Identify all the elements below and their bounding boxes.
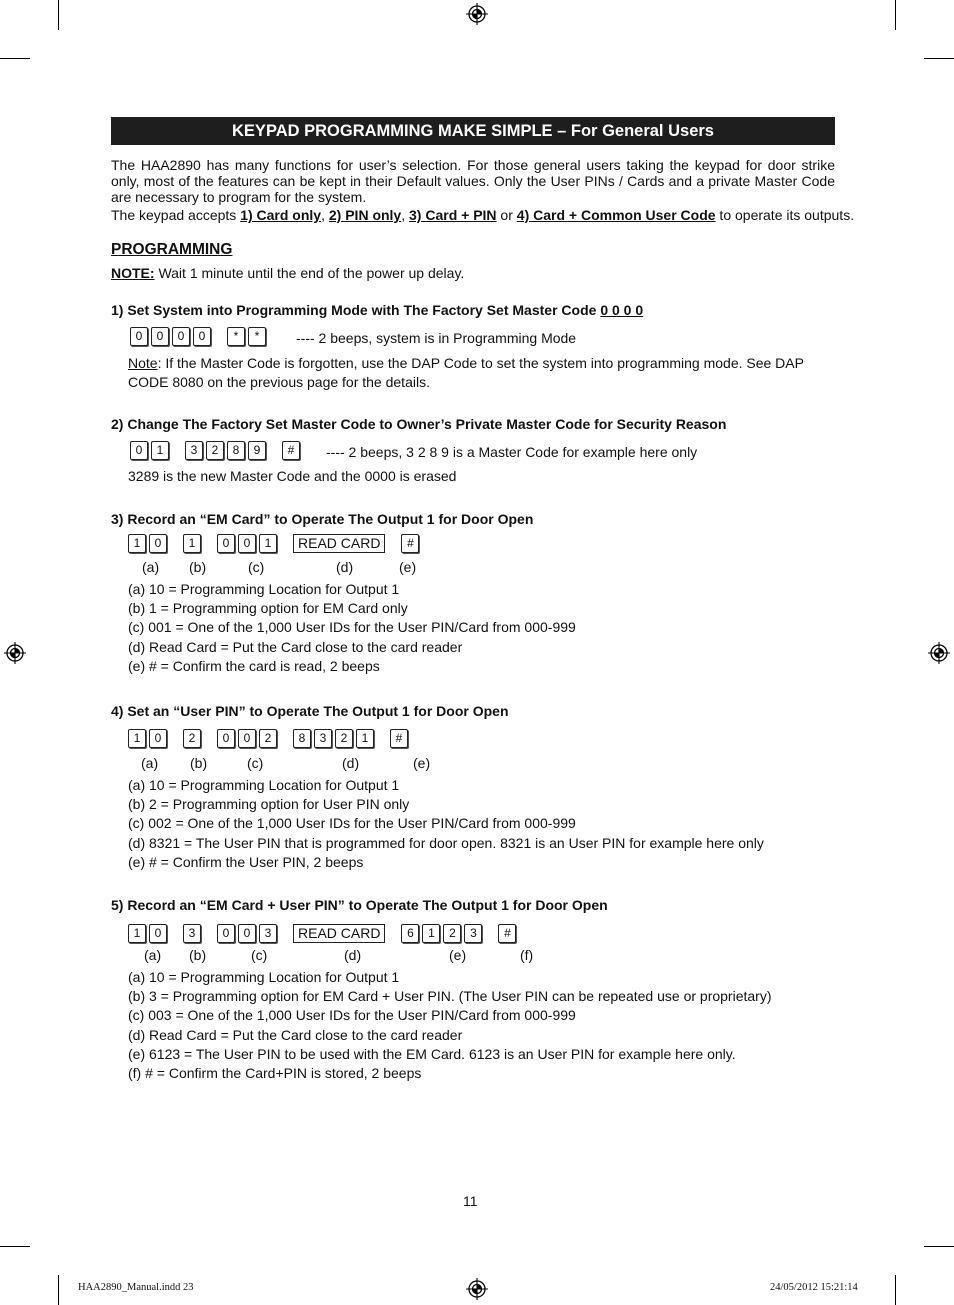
slug-filename: HAA2890_Manual.indd 23 <box>78 1282 194 1293</box>
legend-item: (b) 2 = Programming option for User PIN only <box>128 796 410 813</box>
step-2-result: ---- 2 beeps, 3 2 8 9 is a Master Code for example here only <box>326 444 698 460</box>
note-line <box>111 265 464 281</box>
legend-item: (a) 10 = Programming Location for Output 1 <box>128 777 400 793</box>
keypad-key: # <box>282 441 300 460</box>
step-2-title: 2) Change The Factory Set Master Code to Owner’s Private Master Code for Security Reason <box>111 416 727 432</box>
keypad-key: 1 <box>151 441 169 460</box>
key-group <box>498 924 516 943</box>
separator: , <box>321 207 329 223</box>
key-group <box>130 327 211 346</box>
registration-mark-icon <box>466 3 488 25</box>
sequence-label: (d) <box>342 755 360 771</box>
keypad-key: 3 <box>464 924 482 943</box>
keypad-key: # <box>390 729 408 748</box>
keypad-key: 0 <box>130 441 148 460</box>
sequence-label: (a) <box>142 559 160 575</box>
registration-mark-icon <box>928 642 950 664</box>
keypad-key: 0 <box>149 729 167 748</box>
keypad-key: * <box>248 327 266 346</box>
key-group <box>217 534 277 553</box>
keypad-key: 2 <box>206 441 224 460</box>
keypad-key: 0 <box>217 924 235 943</box>
step-5-legend <box>128 968 772 1083</box>
accepts-prefix: The keypad accepts <box>111 207 241 223</box>
mode-card-pin: 3) Card + PIN <box>409 207 497 223</box>
legend-item: (c) 001 = One of the 1,000 User IDs for the User PIN/Card from 000-999 <box>128 619 576 636</box>
key-group <box>282 441 300 460</box>
read-card-box: READ CARD <box>293 924 385 943</box>
crop-mark <box>924 58 954 59</box>
keypad-key: 3 <box>259 924 277 943</box>
keypad-key: 1 <box>128 924 146 943</box>
keypad-key: 9 <box>248 441 266 460</box>
sequence-label: (f) <box>520 947 534 963</box>
keypad-key: 0 <box>238 534 256 553</box>
crop-mark <box>58 0 59 30</box>
keypad-key: * <box>227 327 245 346</box>
sequence-label: (d) <box>344 947 362 963</box>
legend-item: (d) 8321 = The User PIN that is programmed for door open. 8321 is an User PIN for example here only <box>128 834 764 851</box>
factory-master-code: 0 0 0 0 <box>600 302 644 318</box>
sequence-label: (c) <box>248 559 265 575</box>
keypad-key: 0 <box>217 534 235 553</box>
keypad-key: 0 <box>217 729 235 748</box>
step-1-key-sequence <box>130 327 282 346</box>
step-1-title <box>111 302 643 318</box>
crop-mark <box>924 1246 954 1247</box>
mode-pin-only: 2) PIN only <box>328 207 402 223</box>
step-3-title: 3) Record an “EM Card” to Operate The Output 1 for Door Open <box>111 511 534 527</box>
step-5-key-sequence <box>128 924 532 943</box>
step-4-key-sequence <box>128 729 424 748</box>
legend-item: (c) 003 = One of the 1,000 User IDs for the User PIN/Card from 000-999 <box>128 1007 576 1024</box>
keypad-key: 2 <box>183 729 201 748</box>
key-group <box>293 729 374 748</box>
crop-mark <box>58 1275 59 1305</box>
step-1-note <box>128 354 835 392</box>
separator: , <box>401 207 410 223</box>
keypad-key: 8 <box>293 729 311 748</box>
step-2-extra: 3289 is the new Master Code and the 0000 is erased <box>128 468 457 484</box>
keypad-key: 2 <box>443 924 461 943</box>
sequence-label: (c) <box>251 947 268 963</box>
legend-item: (b) 3 = Programming option for EM Card + User PIN. (The User PIN can be repeated use or proprietary) <box>128 988 772 1005</box>
accepted-modes-line <box>111 207 854 223</box>
step-4-title: 4) Set an “User PIN” to Operate The Output 1 for Door Open <box>111 703 509 719</box>
step-3-key-sequence <box>128 534 435 553</box>
legend-item: (e) # = Confirm the User PIN, 2 beeps <box>128 853 364 870</box>
keypad-key: 0 <box>149 534 167 553</box>
registration-mark-icon <box>466 1278 488 1300</box>
keypad-key: # <box>401 534 419 553</box>
keypad-key: 3 <box>314 729 332 748</box>
key-group <box>128 924 167 943</box>
keypad-key: 0 <box>238 729 256 748</box>
legend-item: (e) 6123 = The User PIN to be used with the EM Card. 6123 is an User PIN for example here only. <box>128 1045 736 1062</box>
page-number: 11 <box>463 1193 478 1209</box>
keypad-key: 8 <box>227 441 245 460</box>
key-group <box>227 327 266 346</box>
registration-mark-icon <box>4 642 26 664</box>
keypad-key: 0 <box>151 327 169 346</box>
sequence-label: (a) <box>144 947 162 963</box>
note-text: Wait 1 minute until the end of the power up delay. <box>154 265 465 281</box>
keypad-key: 1 <box>422 924 440 943</box>
keypad-key: 0 <box>193 327 211 346</box>
keypad-key: 3 <box>183 924 201 943</box>
key-group <box>401 534 419 553</box>
keypad-key: 1 <box>183 534 201 553</box>
keypad-key: 0 <box>130 327 148 346</box>
keypad-key: 1 <box>128 534 146 553</box>
key-group <box>128 729 167 748</box>
key-group <box>390 729 408 748</box>
note-text: : If the Master Code is forgotten, use the DAP Code to set the system into programming mode. See DAP CODE 8080 on the previous page for the details. <box>128 355 804 390</box>
sequence-label: (b) <box>189 947 207 963</box>
programming-heading: PROGRAMMING <box>111 241 233 258</box>
key-group <box>217 924 277 943</box>
sequence-label: (e) <box>399 559 417 575</box>
sequence-label: (e) <box>413 755 431 771</box>
keypad-key: 0 <box>238 924 256 943</box>
mode-card-only: 1) Card only <box>240 207 322 223</box>
mode-card-common-code: 4) Card + Common User Code <box>516 207 716 223</box>
key-group <box>217 729 277 748</box>
keypad-key: 1 <box>128 729 146 748</box>
sequence-label: (a) <box>141 755 159 771</box>
slug-timestamp: 24/05/2012 15:21:14 <box>770 1282 858 1293</box>
legend-item: (f) # = Confirm the Card+PIN is stored, 2 beeps <box>128 1065 422 1082</box>
crop-mark <box>895 0 896 30</box>
legend-item: (a) 10 = Programming Location for Output 1 <box>128 969 400 985</box>
key-group <box>128 534 167 553</box>
legend-item: (b) 1 = Programming option for EM Card only <box>128 600 408 617</box>
keypad-key: 1 <box>356 729 374 748</box>
sequence-label: (d) <box>336 559 354 575</box>
legend-item: (c) 002 = One of the 1,000 User IDs for the User PIN/Card from 000-999 <box>128 815 576 832</box>
section-banner: KEYPAD PROGRAMMING MAKE SIMPLE – For General Users <box>111 117 835 145</box>
read-card-box: READ CARD <box>293 534 385 553</box>
legend-item: (d) Read Card = Put the Card close to the card reader <box>128 638 463 655</box>
keypad-key: 2 <box>259 729 277 748</box>
sequence-label: (b) <box>189 559 207 575</box>
crop-mark <box>895 1275 896 1305</box>
key-group <box>183 924 201 943</box>
key-group <box>183 534 201 553</box>
step-4-legend <box>128 776 764 872</box>
step-1-result: ---- 2 beeps, system is in Programming Mode <box>296 330 577 346</box>
key-group <box>183 729 201 748</box>
keypad-key: 3 <box>185 441 203 460</box>
legend-item: (d) Read Card = Put the Card close to the card reader <box>128 1026 463 1043</box>
crop-mark <box>0 1246 30 1247</box>
step-5-title: 5) Record an “EM Card + User PIN” to Operate The Output 1 for Door Open <box>111 897 608 913</box>
note-label: Note <box>128 355 158 371</box>
legend-item: (e) # = Confirm the card is read, 2 beeps <box>128 657 380 674</box>
sequence-label: (c) <box>247 755 264 771</box>
crop-mark <box>0 58 30 59</box>
keypad-key: 0 <box>172 327 190 346</box>
keypad-key: 1 <box>259 534 277 553</box>
legend-item: (a) 10 = Programming Location for Output 1 <box>128 581 400 597</box>
note-label: NOTE: <box>111 265 155 281</box>
sequence-label: (b) <box>190 755 208 771</box>
keypad-key: # <box>498 924 516 943</box>
step-1-title-text: 1) Set System into Programming Mode with The Factory Set Master Code <box>111 302 601 318</box>
step-2-key-sequence <box>130 441 316 460</box>
step-3-legend <box>128 580 576 676</box>
separator: or <box>496 207 517 223</box>
keypad-key: 0 <box>149 924 167 943</box>
accepts-suffix: to operate its outputs. <box>715 207 855 223</box>
key-group <box>401 924 482 943</box>
intro-paragraph: The HAA2890 has many functions for user’s selection. For those general users taking the keypad for door strike only, most of the features can be kept in their Default values. Only the User PINs / Cards and a private Master Code are necessary to program for the system. <box>111 157 835 205</box>
keypad-key: 2 <box>335 729 353 748</box>
sequence-label: (e) <box>449 947 467 963</box>
key-group <box>185 441 266 460</box>
keypad-key: 6 <box>401 924 419 943</box>
key-group <box>130 441 169 460</box>
